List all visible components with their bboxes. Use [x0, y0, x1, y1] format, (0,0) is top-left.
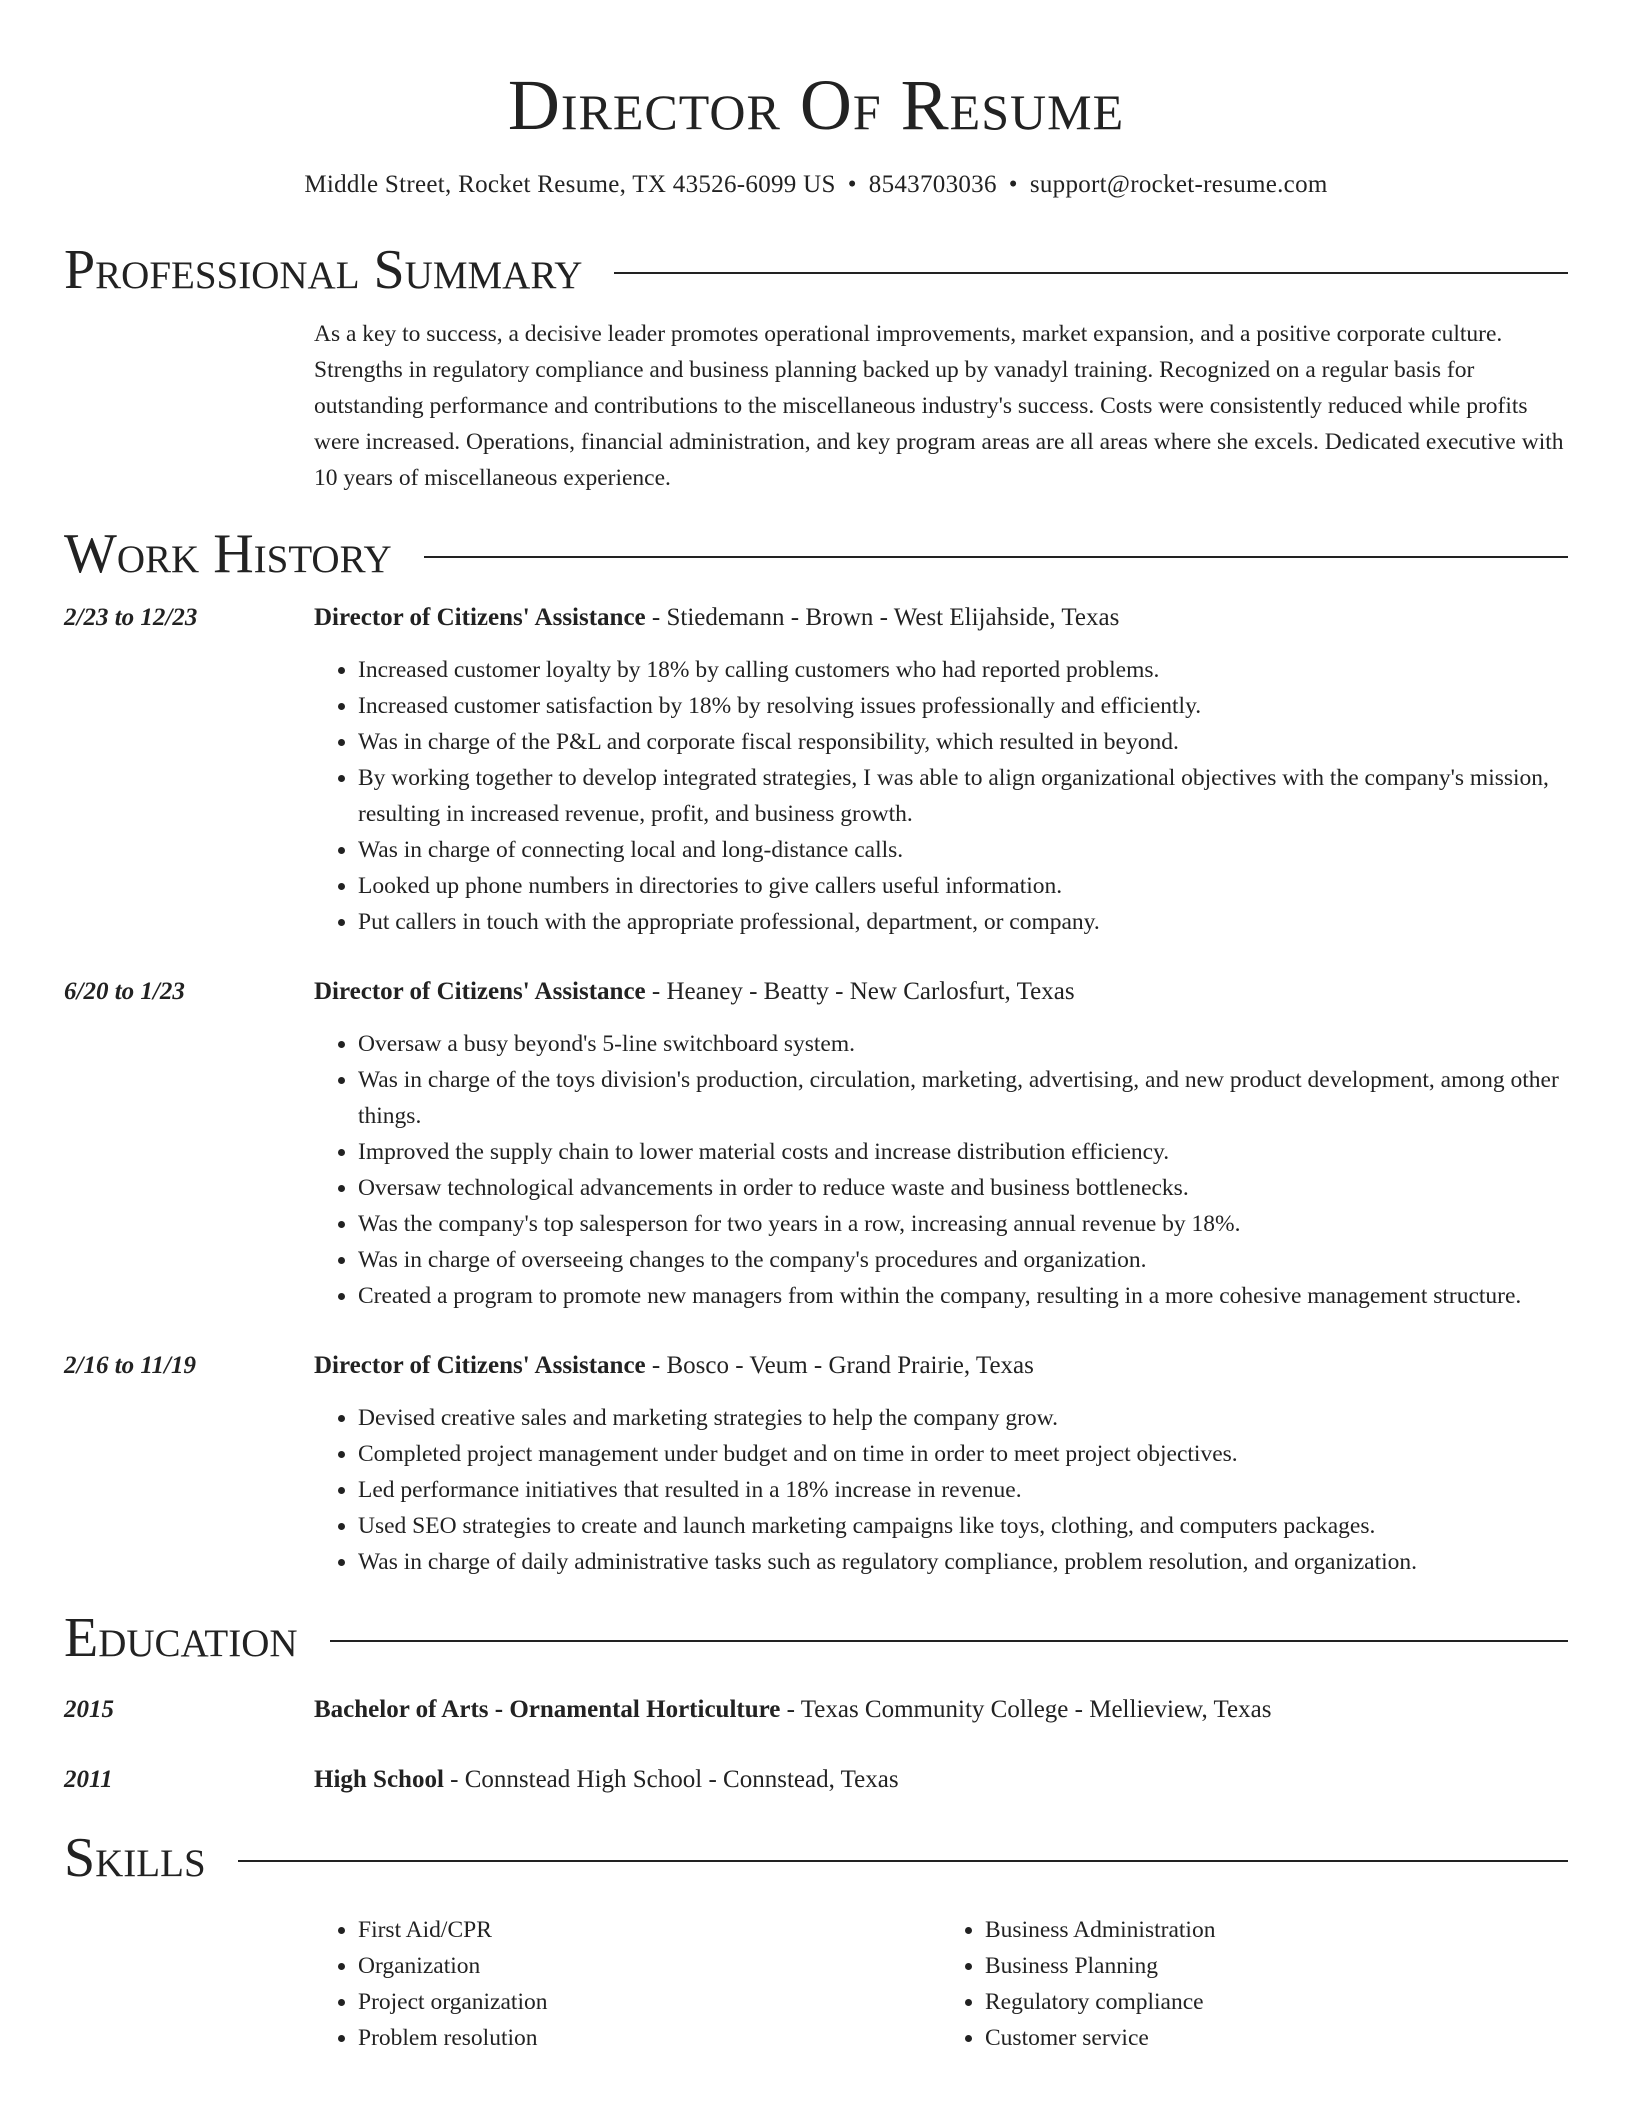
resume-page [64, 0, 1568, 2056]
job-bullet: • Was in charge of the P&L and corporate fiscal responsibility, which resulted in beyond. [358, 724, 1568, 760]
job-bullet: • Looked up phone numbers in directories to give callers useful information. [358, 868, 1568, 904]
job-bullets [314, 1400, 1568, 1580]
job-bullet: • Was in charge of daily administrative tasks such as regulatory compliance, problem resolution, and organization. [358, 1544, 1568, 1580]
section-divider [238, 1860, 1568, 1862]
skills-heading-text: Skills [64, 1827, 206, 1889]
education-details: - Connstead High School - Connstead, Texas [443, 1766, 899, 1793]
job-title-line [314, 974, 1568, 1010]
job-bullet: • Improved the supply chain to lower material costs and increase distribution efficiency. [358, 1134, 1568, 1170]
skills-section [64, 1826, 1568, 2056]
job-entry [64, 1348, 1568, 1580]
job-bullet: • Was in charge of connecting local and long-distance calls. [358, 832, 1568, 868]
job-bullet: • By working together to develop integrated strategies, I was able to align organizational objectives with the company's mission, resulting in increased revenue, profit, and business growth. [358, 760, 1568, 832]
education-line [314, 1692, 1568, 1728]
contact-line [64, 168, 1568, 202]
job-bullet: • Oversaw a busy beyond's 5-line switchboard system. [358, 1026, 1568, 1062]
section-divider [330, 1640, 1568, 1642]
education-year: 2011 [64, 1766, 113, 1793]
contact-separator: • [847, 171, 857, 198]
section-divider [614, 272, 1568, 274]
skills-list-left [314, 1912, 941, 2056]
job-body [314, 974, 1568, 1314]
job-bullet: • Was in charge of the toys division's production, circulation, marketing, advertising, and new product development, among other things. [358, 1062, 1568, 1134]
resume-name: Director Of Resume [507, 65, 1125, 145]
job-bullet: • Oversaw technological advancements in order to reduce waste and business bottlenecks. [358, 1170, 1568, 1206]
summary-heading-text: Professional Summary [64, 239, 583, 301]
skill-item: • Problem resolution [358, 2020, 941, 2056]
skill-item: • Organization [358, 1948, 941, 1984]
education-entry [64, 1692, 1568, 1728]
contact-email: support@rocket-resume.com [1029, 171, 1328, 198]
job-role: Director of Citizens' Assistance [314, 604, 646, 631]
job-entry [64, 974, 1568, 1314]
summary-text: As a key to success, a decisive leader promotes operational improvements, market expansion, and a positive corporate culture. Strengths in regulatory compliance and business planning backed up by vanadyl training. Recognized on a regular basis for outstanding performance and contributions to the miscellaneous industry's success. Costs were consistently reduced while profits were increased. Operations, financial administration, and key program areas are all areas where she excels. Dedicated executive with 10 years of miscellaneous experience. [314, 321, 1564, 491]
job-list [64, 600, 1568, 1580]
contact-address: Middle Street, Rocket Resume, TX 43526-6099 US [304, 171, 836, 198]
education-line [314, 1762, 1568, 1798]
job-title-line [314, 1348, 1568, 1384]
skill-item: • Customer service [985, 2020, 1568, 2056]
job-dates: 2/16 to 11/19 [64, 1352, 196, 1379]
skill-item: • Regulatory compliance [985, 1984, 1568, 2020]
job-bullets [314, 652, 1568, 940]
job-role: Director of Citizens' Assistance [314, 978, 646, 1005]
job-bullet: • Led performance initiatives that resulted in a 18% increase in revenue. [358, 1472, 1568, 1508]
work-history-heading-text: Work History [64, 523, 392, 585]
skills-list-right [941, 1912, 1568, 2056]
summary-section [64, 238, 1568, 496]
job-bullet: • Increased customer loyalty by 18% by calling customers who had reported problems. [358, 652, 1568, 688]
job-bullet: • Used SEO strategies to create and launch marketing campaigns like toys, clothing, and computers packages. [358, 1508, 1568, 1544]
education-entry [64, 1762, 1568, 1798]
job-bullets [314, 1026, 1568, 1314]
job-entry [64, 600, 1568, 940]
skill-item: • Project organization [358, 1984, 941, 2020]
education-degree: Bachelor of Arts - Ornamental Horticulture [314, 1696, 781, 1723]
section-divider [424, 556, 1568, 558]
job-body [314, 1348, 1568, 1580]
skills-heading [64, 1826, 1568, 1890]
summary-heading [64, 238, 1568, 302]
job-bullet: • Devised creative sales and marketing strategies to help the company grow. [358, 1400, 1568, 1436]
job-bullet: • Completed project management under budget and on time in order to meet project objectives. [358, 1436, 1568, 1472]
job-body [314, 600, 1568, 940]
skill-item: • Business Planning [985, 1948, 1568, 1984]
job-title-line [314, 600, 1568, 636]
skill-item: • First Aid/CPR [358, 1912, 941, 1948]
job-bullet: • Was the company's top salesperson for two years in a row, increasing annual revenue by 18%. [358, 1206, 1568, 1242]
education-year: 2015 [64, 1696, 114, 1723]
skill-item: • Business Administration [985, 1912, 1568, 1948]
job-bullet: • Increased customer satisfaction by 18% by resolving issues professionally and efficiently. [358, 688, 1568, 724]
job-details: - Heaney - Beatty - New Carlosfurt, Texas [645, 978, 1075, 1005]
job-dates: 2/23 to 12/23 [64, 604, 198, 631]
skills-columns [314, 1912, 1568, 2056]
job-bullet: • Created a program to promote new managers from within the company, resulting in a more cohesive management structure. [358, 1278, 1568, 1314]
job-details: - Stiedemann - Brown - West Elijahside, Texas [645, 604, 1120, 631]
work-history-section [64, 522, 1568, 1580]
education-degree: High School [314, 1766, 444, 1793]
job-role: Director of Citizens' Assistance [314, 1352, 646, 1379]
education-heading [64, 1606, 1568, 1670]
contact-phone: 8543703036 [868, 171, 997, 198]
job-bullet: • Put callers in touch with the appropriate professional, department, or company. [358, 904, 1568, 940]
job-dates: 6/20 to 1/23 [64, 978, 185, 1005]
education-details: - Texas Community College - Mellieview, Texas [780, 1696, 1272, 1723]
job-bullet: • Was in charge of overseeing changes to the company's procedures and organization. [358, 1242, 1568, 1278]
job-details: - Bosco - Veum - Grand Prairie, Texas [645, 1352, 1034, 1379]
education-heading-text: Education [64, 1607, 298, 1669]
work-history-heading [64, 522, 1568, 586]
contact-separator: • [1008, 171, 1018, 198]
education-section [64, 1606, 1568, 1798]
